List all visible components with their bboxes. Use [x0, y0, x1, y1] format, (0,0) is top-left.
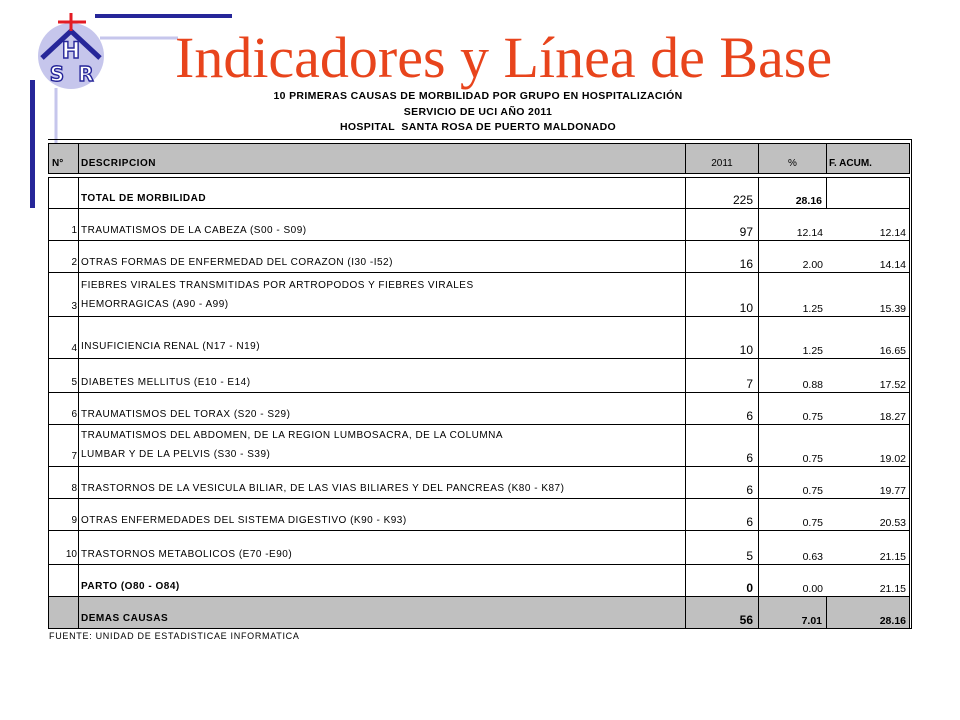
description-line: TRAUMATISMOS DEL TORAX (S20 - S29): [81, 409, 291, 420]
row-count-2011: [686, 531, 759, 564]
column-header-label: N°: [52, 158, 64, 169]
report-heading-line: 10 PRIMERAS CAUSAS DE MORBILIDAD POR GRUPO EN HOSPITALIZACIÓN: [273, 90, 683, 102]
row-number: [49, 273, 79, 316]
percent-value: 0.88: [802, 379, 823, 391]
percent-value: 0.75: [802, 411, 823, 423]
number-value: 9: [71, 515, 77, 526]
row-percent: [759, 209, 827, 240]
column-header-label: DESCRIPCION: [81, 158, 156, 169]
row-number: [49, 393, 79, 424]
description-line: TRASTORNOS DE LA VESICULA BILIAR, DE LAS VIAS BILIARES Y DEL PANCREAS (K80 - K87): [81, 483, 565, 494]
column-header-count: [686, 144, 759, 173]
table-row: [48, 208, 910, 240]
description-line: TOTAL DE MORBILIDAD: [81, 193, 207, 204]
cumulative-value: 18.27: [879, 411, 906, 423]
row-percent: [759, 597, 827, 628]
percent-value: 1.25: [802, 303, 823, 315]
hospital-logo: [38, 13, 104, 89]
row-description: [79, 565, 686, 596]
row-description: [79, 273, 686, 316]
cumulative-value: 28.16: [879, 615, 906, 627]
row-cumulative-percent: [827, 241, 909, 272]
slide-title: Indicadores y Línea de Base: [175, 25, 833, 90]
row-number: [49, 241, 79, 272]
logo-letter-h: H: [61, 39, 81, 64]
number-value: 2: [71, 257, 77, 268]
count-value: 97: [739, 225, 753, 239]
row-count-2011: [686, 241, 759, 272]
count-value: 6: [746, 515, 753, 529]
row-description: [79, 531, 686, 564]
row-cumulative-percent: [827, 273, 909, 316]
percent-value: 12.14: [796, 227, 823, 239]
row-description: [79, 499, 686, 530]
cumulative-value: 16.65: [879, 345, 906, 357]
percent-value: 7.01: [801, 615, 822, 627]
description-line: DEMAS CAUSAS: [81, 613, 169, 624]
count-value: 7: [746, 377, 753, 391]
row-percent: [759, 317, 827, 358]
number-value: 4: [71, 343, 77, 354]
percent-value: 0.75: [802, 485, 823, 497]
row-number: [49, 531, 79, 564]
row-description: [79, 359, 686, 392]
number-value: 6: [71, 409, 77, 420]
row-number: [49, 467, 79, 498]
row-cumulative-percent: [827, 317, 909, 358]
row-description: [79, 178, 686, 208]
count-value: 0: [746, 581, 753, 595]
row-number: [49, 178, 79, 208]
row-description: [79, 467, 686, 498]
row-count-2011: [686, 273, 759, 316]
column-header-label: 2011: [711, 158, 733, 169]
row-percent: [759, 565, 827, 596]
table-row: [48, 316, 910, 358]
cumulative-value: 21.15: [879, 551, 906, 563]
row-description: [79, 209, 686, 240]
table-row-total: [48, 177, 910, 208]
percent-value: 0.63: [802, 551, 823, 563]
count-value: 56: [739, 613, 753, 627]
description-line: TRAUMATISMOS DEL ABDOMEN, DE LA REGION LUMBOSACRA, DE LA COLUMNA: [81, 430, 504, 441]
column-header-percent: [759, 144, 827, 173]
percent-value: 1.25: [802, 345, 823, 357]
column-header-label: F. ACUM.: [829, 158, 872, 169]
row-description: [79, 597, 686, 628]
row-cumulative-percent: [827, 531, 909, 564]
row-number: [49, 597, 79, 628]
number-value: 1: [71, 225, 77, 236]
percent-value: 28.16: [795, 195, 822, 207]
column-header-label: %: [788, 158, 797, 169]
description-line: OTRAS FORMAS DE ENFERMEDAD DEL CORAZON (I30 -I52): [81, 257, 393, 268]
number-value: 10: [65, 549, 77, 560]
table-row: [48, 272, 910, 316]
row-count-2011: [686, 359, 759, 392]
row-cumulative-percent: [827, 467, 909, 498]
column-header-description: [79, 144, 686, 173]
description-line: TRASTORNOS METABOLICOS (E70 -E90): [81, 549, 293, 560]
row-number: [49, 565, 79, 596]
row-percent: [759, 531, 827, 564]
table-row-other-causes: [48, 596, 910, 628]
row-count-2011: [686, 425, 759, 466]
column-header-number: [49, 144, 79, 173]
number-value: 3: [71, 301, 77, 312]
row-description: [79, 241, 686, 272]
cumulative-value: 19.02: [879, 453, 906, 465]
logo-letter-s: S: [49, 62, 65, 86]
row-count-2011: [686, 467, 759, 498]
count-value: 6: [746, 451, 753, 465]
count-value: 6: [746, 409, 753, 423]
count-value: 16: [739, 257, 753, 271]
row-count-2011: [686, 393, 759, 424]
number-value: 8: [71, 483, 77, 494]
count-value: 5: [746, 549, 753, 563]
count-value: 10: [739, 301, 753, 315]
table-row: [48, 240, 910, 272]
description-line: HEMORRAGICAS (A90 - A99): [81, 299, 229, 310]
table-row: [48, 466, 910, 498]
row-cumulative-percent: [827, 178, 909, 208]
table-row: [48, 392, 910, 424]
row-cumulative-percent: [827, 393, 909, 424]
row-cumulative-percent: [827, 597, 909, 628]
cumulative-value: 12.14: [879, 227, 906, 239]
description-line: PARTO (O80 - O84): [81, 581, 180, 592]
row-percent: [759, 425, 827, 466]
row-number: [49, 209, 79, 240]
description-line: FIEBRES VIRALES TRANSMITIDAS POR ARTROPODOS Y FIEBRES VIRALES: [81, 280, 474, 291]
cumulative-value: 19.77: [879, 485, 906, 497]
description-line: INSUFICIENCIA RENAL (N17 - N19): [81, 341, 261, 352]
morbidity-table: [48, 139, 912, 629]
source-note: FUENTE: UNIDAD DE ESTADISTICAE INFORMATICA: [49, 631, 300, 641]
table-row: [48, 498, 910, 530]
percent-value: 0.75: [802, 453, 823, 465]
row-count-2011: [686, 565, 759, 596]
report-heading: [178, 89, 778, 136]
row-percent: [759, 499, 827, 530]
cumulative-value: 20.53: [879, 517, 906, 529]
percent-value: 0.00: [802, 583, 823, 595]
row-number: [49, 499, 79, 530]
description-line: OTRAS ENFERMEDADES DEL SISTEMA DIGESTIVO (K90 - K93): [81, 515, 407, 526]
report-heading-line: SERVICIO DE UCI AÑO 2011: [403, 105, 553, 118]
number-value: 5: [71, 377, 77, 388]
column-header-cumulative: [827, 144, 909, 173]
row-percent: [759, 178, 827, 208]
row-percent: [759, 359, 827, 392]
row-count-2011: [686, 317, 759, 358]
row-percent: [759, 467, 827, 498]
cumulative-value: 17.52: [879, 379, 906, 391]
row-percent: [759, 273, 827, 316]
table-header-row: [48, 143, 910, 174]
count-value: 10: [739, 343, 753, 357]
row-count-2011: [686, 597, 759, 628]
count-value: 225: [732, 193, 753, 207]
row-number: [49, 359, 79, 392]
row-cumulative-percent: [827, 425, 909, 466]
row-cumulative-percent: [827, 499, 909, 530]
logo-letter-r: R: [78, 62, 94, 86]
row-cumulative-percent: [827, 359, 909, 392]
cumulative-value: 15.39: [879, 303, 906, 315]
row-percent: [759, 241, 827, 272]
row-number: [49, 317, 79, 358]
row-description: [79, 425, 686, 466]
percent-value: 0.75: [802, 517, 823, 529]
table-row-parto: [48, 564, 910, 596]
table-row: [48, 424, 910, 466]
description-line: TRAUMATISMOS DE LA CABEZA (S00 - S09): [81, 225, 307, 236]
row-count-2011: [686, 178, 759, 208]
row-description: [79, 317, 686, 358]
percent-value: 2.00: [802, 259, 823, 271]
count-value: 6: [746, 483, 753, 497]
cumulative-value: 21.15: [879, 583, 906, 595]
table-row: [48, 530, 910, 564]
row-number: [49, 425, 79, 466]
row-count-2011: [686, 499, 759, 530]
description-line: LUMBAR Y DE LA PELVIS (S30 - S39): [81, 449, 271, 460]
report-heading-line: HOSPITAL SANTA ROSA DE PUERTO MALDONADO: [339, 121, 617, 133]
table-row: [48, 358, 910, 392]
number-value: 7: [71, 451, 77, 462]
row-count-2011: [686, 209, 759, 240]
cumulative-value: 14.14: [879, 259, 906, 271]
row-cumulative-percent: [827, 209, 909, 240]
row-cumulative-percent: [827, 565, 909, 596]
row-percent: [759, 393, 827, 424]
description-line: DIABETES MELLITUS (E10 - E14): [81, 377, 251, 388]
row-description: [79, 393, 686, 424]
